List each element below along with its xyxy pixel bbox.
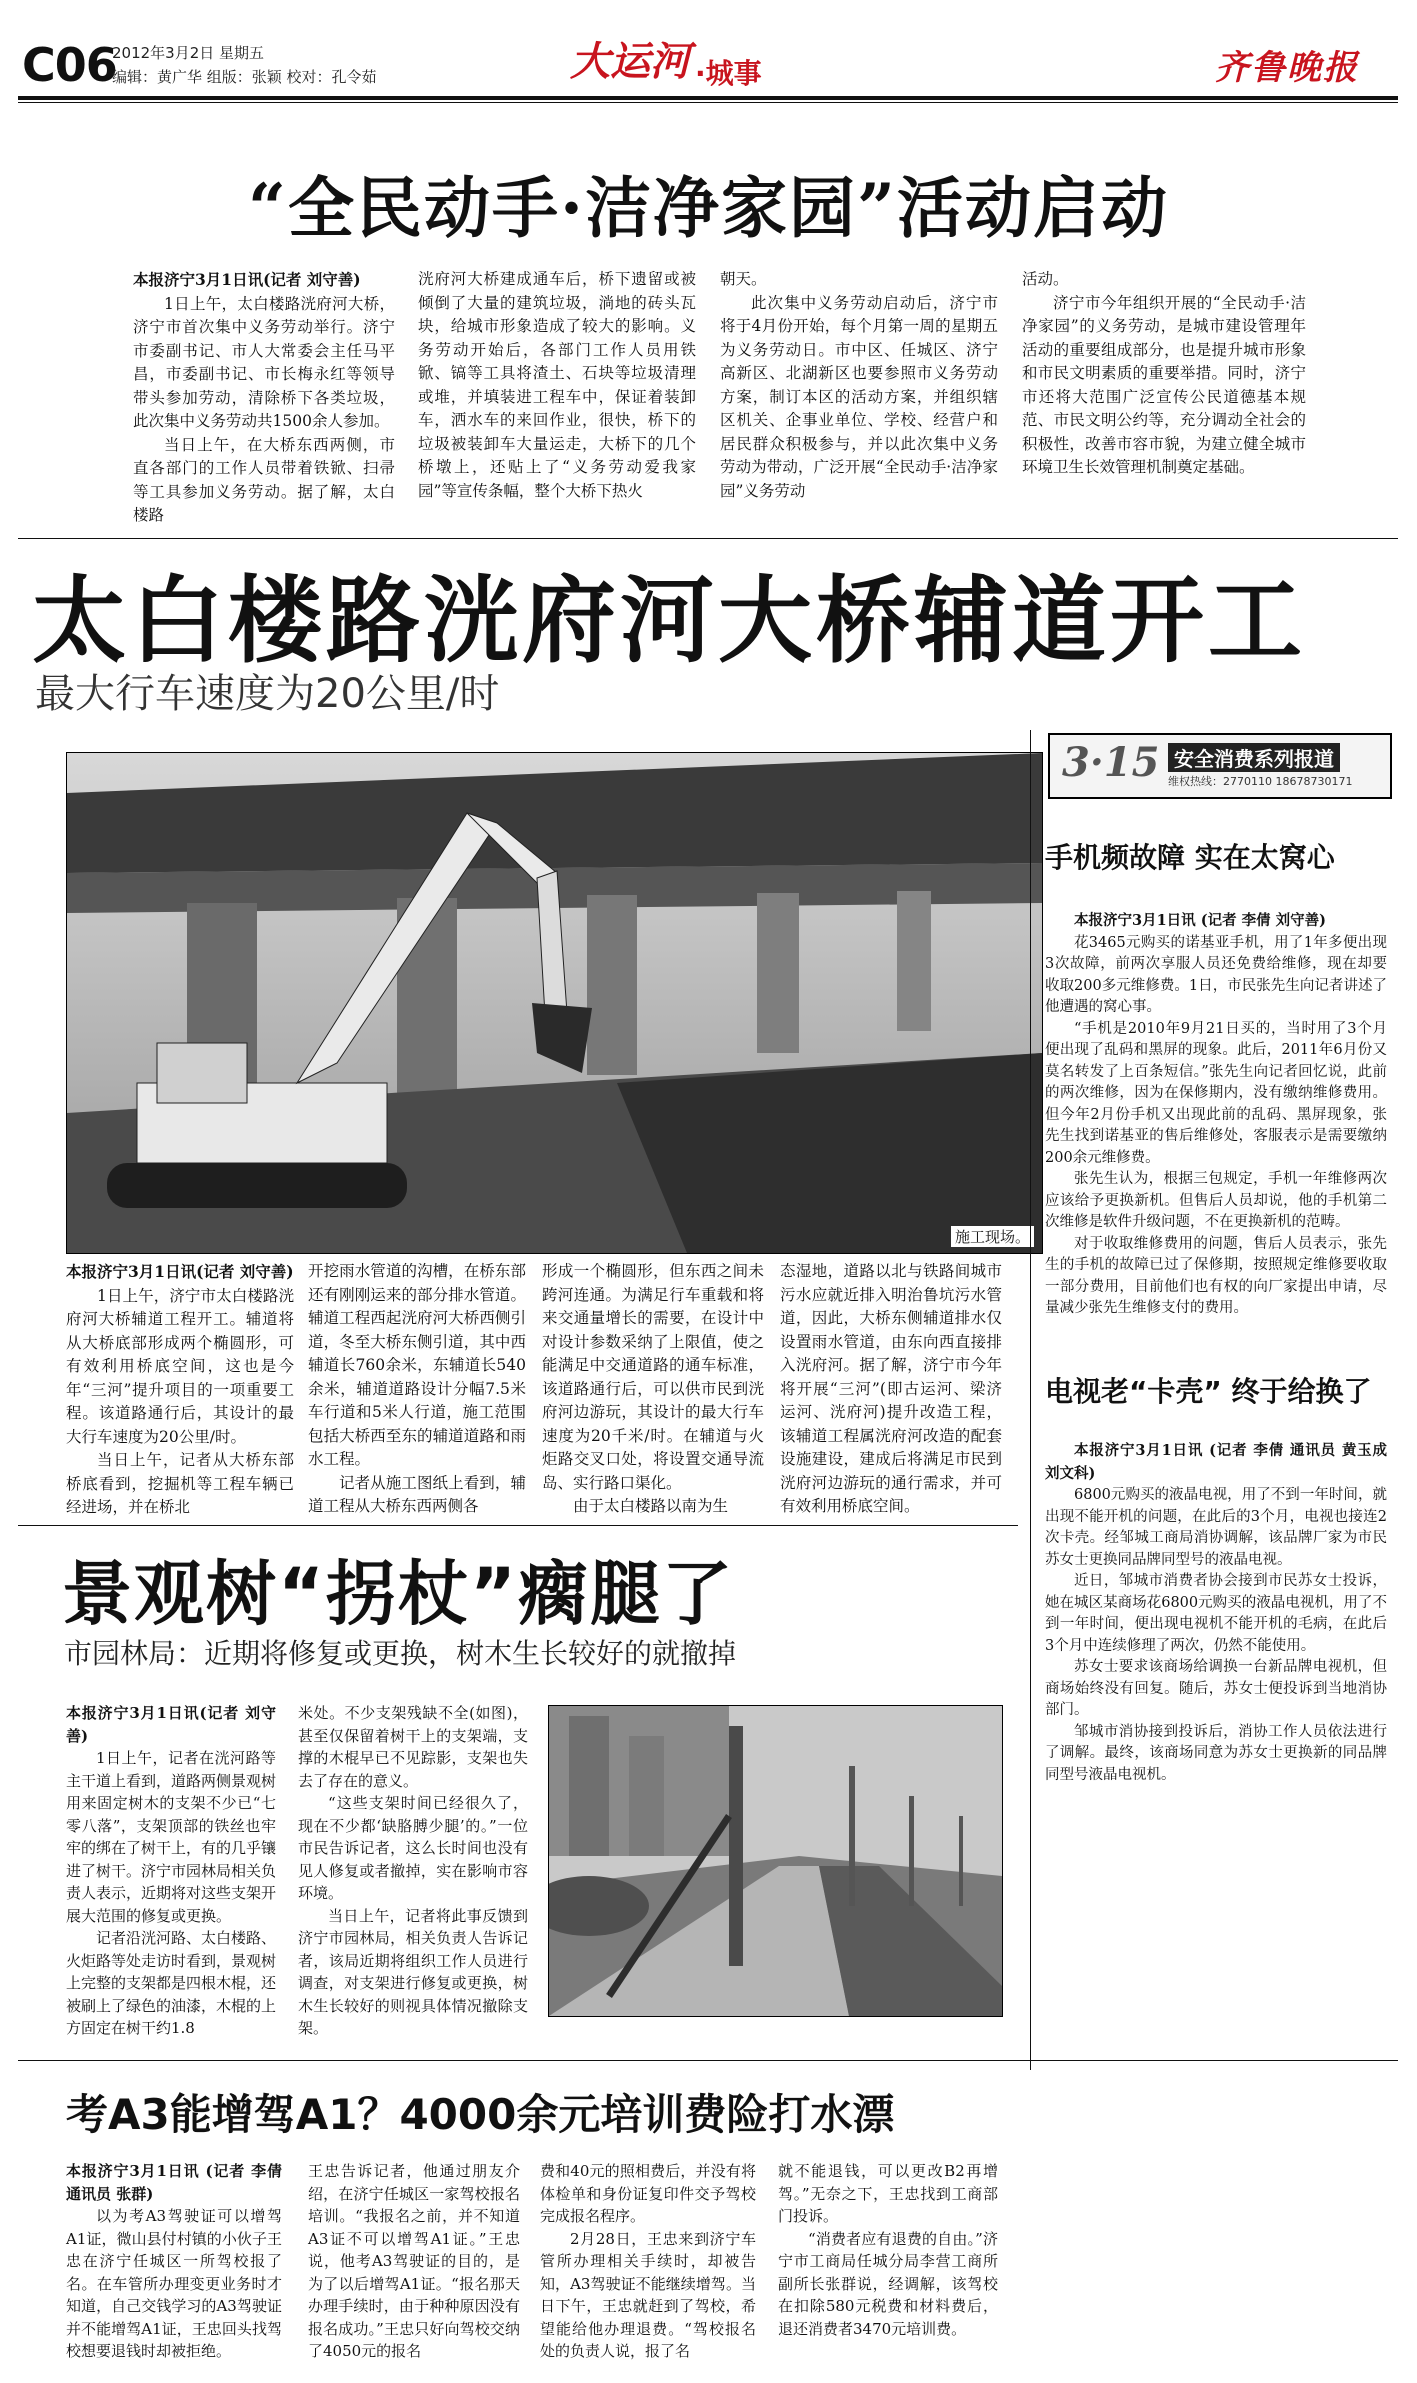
- article4-col3-p2: 2月28日，王忠来到济宁车管所办理相关手续时，却被告知，A3驾驶证不能继续增驾。当日下午，王忠就赶到了驾校，希望能给他办理退费。“驾校报名处的负责人说，报了名: [540, 2229, 756, 2360]
- excavator-bridge-image: [67, 753, 1042, 1253]
- article3-col2-p2: “这些支架时间已经很久了，现在不少都‘缺胳膊少腿’的。”一位市民告诉记者，这么长时间也没有见人修复或者撤掉，实在影响市容环境。: [298, 1794, 528, 1902]
- phone-article-p2: “手机是2010年9月21日买的，当时用了3个月便出现了乱码和黑屏的现象。此后，2011年6月份又莫名转发了上百条短信。”张先生向记者回忆说，此前的两次维修，因为在保修期内，没有缴纳维修费用。但今年2月份手机又出现此前的乱码、黑屏现象，张先生找到诺基亚的售后维修处，客服表示是需要缴纳200余元维修费。: [1045, 1020, 1387, 1166]
- header-rule: [18, 96, 1398, 100]
- article1-col2-p1: 洸府河大桥建成通车后，桥下遗留或被倾倒了大量的建筑垃圾，淌地的砖头瓦块，给城市形象造成了较大的影响。义务劳动开始后，各部门工作人员用铁锨、镐等工具将渣土、石块等垃圾清理或堆，并填装进工程车中，保证着装卸车，洒水车的来回作业，很快，桥下的垃圾被装卸车大量运走，大桥下的几个桥墩上，还贴上了“义务劳动爱我家园”等宣传条幅，整个大桥下热火: [418, 270, 696, 500]
- article3-byline: 本报济宁3月1日讯(记者 刘守善): [66, 1704, 276, 1745]
- sidebar-divider: [1030, 730, 1031, 2070]
- phone-article-body: [1045, 910, 1387, 1320]
- article1-divider: [18, 538, 1398, 539]
- article1-col4-p1: 活动。: [1022, 270, 1069, 288]
- article2-col3-p1: 形成一个椭圆形，但东西之间未跨河连通。为满足行车重载和将来交通量增长的需要，在设计中对设计参数采纳了上限值，使之能满足中交通道路的通车标准，该道路通行后，可以供市民到洸府河边游玩，其设计的最大行车速度为20千米/时。在辅道与火炬路交叉口处，将设置交通导流岛、实行路口渠化。: [542, 1262, 764, 1492]
- construction-photo: [66, 752, 1043, 1254]
- article1-col1: [133, 268, 395, 528]
- article2-col1: [66, 1260, 294, 1520]
- article2-byline: 本报济宁3月1日讯(记者 刘守善): [66, 1262, 294, 1281]
- phone-article-p3: 张先生认为，根据三包规定，手机一年维修两次应该给予更换新机。但售后人员却说，他的手机第二次维修是软件升级问题，不在更换新机的范畴。: [1045, 1171, 1387, 1230]
- tv-article-p4: 邹城市消协接到投诉后，消协工作人员依法进行了调解。最终，该商场同意为苏女士更换新的同品牌同型号液晶电视机。: [1045, 1723, 1387, 1783]
- issue-date: 2012年3月2日 星期五: [112, 44, 265, 62]
- article3-col1: [66, 1702, 276, 2040]
- article3-col2: [298, 1702, 528, 2040]
- article2-col4: [780, 1260, 1002, 1519]
- article3-col2-p1: 米处。不少支架残缺不全(如图)，甚至仅保留着树干上的支架端，支撑的木棍早已不见踪影，支架也失去了存在的意义。: [298, 1704, 528, 1790]
- article1-col3: [720, 268, 998, 503]
- article2-col2-p2: 记者从施工图纸上看到，辅道工程从大桥东西两侧各: [308, 1473, 526, 1515]
- tv-article-byline: 本报济宁3月1日讯 (记者 李倩 通讯员 黄玉成 刘文科): [1045, 1442, 1387, 1482]
- article3-subheadline: 市园林局：近期将修复或更换，树木生长较好的就撤掉: [64, 1637, 737, 1670]
- article2-divider: [18, 1525, 1018, 1526]
- article1-col4: [1022, 268, 1306, 480]
- article4-col2: [308, 2160, 520, 2363]
- article4-headline: 考A3能增驾A1？4000余元培训费险打水漂: [66, 2090, 895, 2139]
- article1-headline: “全民动手·洁净家园”活动启动: [248, 169, 1169, 247]
- article3-col1-p2: 记者沿洸河路、太白楼路、火炬路等处走访时看到，景观树上完整的支架都是四根木棍，还被刷上了绿色的油漆，木棍的上方固定在树干约1.8: [66, 1929, 277, 2037]
- article2-subheadline: 最大行车速度为20公里/时: [35, 671, 500, 717]
- article3-col2-p3: 当日上午，记者将此事反馈到济宁市园林局，相关负责人告诉记者，该局近期将组织工作人员进行调查，对支架进行修复或更换，树木生长较好的则视具体情况撤除支架。: [298, 1906, 528, 2037]
- staff-credits: 编辑：黄广华 组版：张颖 校对：孔令茹: [112, 68, 377, 86]
- article4-col4-p1: 就不能退钱，可以更改B2再增驾。”无奈之下，王忠找到工商部门投诉。: [778, 2162, 998, 2225]
- street-trees-photo: [548, 1705, 1003, 2017]
- tree-supports-image: [549, 1706, 1002, 2016]
- article3-divider: [18, 2060, 1398, 2061]
- article1-col1-p1: 1日上午，太白楼路洸府河大桥，济宁市首次集中义务劳动举行。济宁市委副书记、市人大常委会主任马平昌，市委副书记、市长梅永红等领导带头参加劳动，清除桥下各类垃圾，此次集中义务劳动共1500余人参加。: [133, 294, 395, 430]
- article2-col1-p1: 1日上午，济宁市太白楼路洸府河大桥辅道工程开工。辅道将从大桥底部形成两个椭圆形，可有效利用桥底空间，这也是今年“三河”提升项目的一项重要工程。该道路通行后，其设计的最大行车速度为20公里/时。: [66, 1286, 294, 1446]
- phone-article-p4: 对于收取维修费用的问题，售后人员表示，张先生的手机的故障已过了保修期，按照规定维修要收取一部分费用，目前他们也有权的向厂家提出申请，尽量减少张先生维修支付的费用。: [1045, 1235, 1387, 1316]
- article4-col4-p2: “消费者应有退费的自由。”济宁市工商局任城分局李营工商所副所长张群说，经调解，该驾校在扣除580元税费和材料费后，退还消费者3470元培训费。: [778, 2229, 998, 2338]
- phone-article-p1: 花3465元购买的诺基亚手机，用了1年多便出现3次故障，前两次享服人员还免费给维修，现在却要收取200多元维修费。1日，市民张先生向记者讲述了他遭遇的窝心事。: [1045, 934, 1387, 1015]
- series-title: 安全消费系列报道: [1168, 743, 1340, 772]
- article2-col4-p1: 态湿地，道路以北与铁路间城市污水应就近排入明治鲁坑污水管道，因此，大桥东侧辅道排水仅设置雨水管道，由东向西直接排入洸府河。据了解，济宁市今年将开展“三河”(即古运河、梁济运河、洸府河)提升改造工程，该辅道工程属洸府河改造的配套设施建设，建成后将满足市民到洸府河边游玩的通行需求，并可有效利用桥底空间。: [780, 1262, 1002, 1515]
- article1-byline: 本报济宁3月1日讯(记者 刘守善): [133, 270, 361, 289]
- article4-col3: [540, 2160, 756, 2363]
- tv-article-headline: 电视老“卡壳” 终于给换了: [1045, 1375, 1372, 1408]
- article2-col2: [308, 1260, 526, 1519]
- photo-caption: 施工现场。: [951, 1226, 1034, 1247]
- page-number: C06: [22, 38, 117, 92]
- consumer-315-logo: 3·15: [1062, 739, 1160, 786]
- article3-headline: 景观树“拐杖”瘸腿了: [62, 1553, 735, 1635]
- article2-col1-p2: 当日上午，记者从大桥东部桥底看到，挖掘机等工程车辆已经进场，并在桥北: [66, 1451, 294, 1516]
- tv-article-p3: 苏女士要求该商场给调换一台新品牌电视机，但商场始终没有回复。随后，苏女士便投诉到当地消协部门。: [1045, 1659, 1387, 1718]
- tv-article-p1: 6800元购买的液晶电视，用了不到一年时间，就出现不能开机的问题，在此后的3个月，电视也接连2次卡壳。经邹城工商局消协调解，该品牌厂家为市民苏女士更换同品牌同型号的液晶电视。: [1045, 1487, 1387, 1568]
- tv-article-body: [1045, 1440, 1387, 1786]
- article4-col4: [778, 2160, 998, 2340]
- article1-col4-p2: 济宁市今年组织开展的“全民动手·洁净家园”的义务劳动，是城市建设管理年活动的重要组成部分，也是提升城市形象和市民文明素质的重要举措。同时，济宁市还将大范围广泛宣传公民道德基本规范、市民文明公约等，充分调动全社会的积极性，改善市容市貌，为建立健全城市环境卫生长效管理机制奠定基础。: [1022, 293, 1306, 476]
- phone-article-byline: 本报济宁3月1日讯 (记者 李倩 刘守善): [1074, 912, 1327, 929]
- article4-col2-p1: 王忠告诉记者，他通过朋友介绍，在济宁任城区一家驾校报名培训。“我报名之前，并不知道A3证不可以增驾A1证。”王忠说，他考A3驾驶证的目的，是为了以后增驾A1证。“报名那天办理手续时，由于种种原因没有报名成功。”王忠只好向驾校交纳了4050元的报名: [308, 2162, 520, 2360]
- newspaper-logo: 齐鲁晚报: [1215, 48, 1359, 88]
- consumer-rights-banner: [1048, 733, 1392, 799]
- article2-headline: 太白楼路洸府河大桥辅道开工: [32, 567, 1307, 676]
- article1-col3-p2: 此次集中义务劳动启动后，济宁市将于4月份开始，每个月第一周的星期五为义务劳动日。市中区、任城区、济宁高新区、北湖新区也要参照市义务劳动方案，制订本区的活动方案，并组织辖区机关、企事业单位、学校、经营户和居民群众积极参与，并以此次集中义务劳动为带动，广泛开展“全民动手·洁净家园”义务劳动: [720, 293, 998, 500]
- tv-article-p2: 近日，邹城市消费者协会接到市民苏女士投诉，她在城区某商场花6800元购买的液晶电视机，用了不到一年时间，便出现电视机不能开机的毛病，在此后3个月中连续修理了两次，仍然不能使用。: [1045, 1573, 1387, 1654]
- section-subtitle: ·城事: [695, 57, 762, 90]
- article3-col1-p1: 1日上午，记者在洸河路等主干道上看到，道路两侧景观树用来固定树木的支架不少已“七零八落”，支架顶部的铁丝也牢牢的绑在了树干上，有的几乎镶进了树干。济宁市园林局相关负责人表示，近期将对这些支架开展大范围的修复或更换。: [66, 1749, 277, 1925]
- article4-byline: 本报济宁3月1日讯 (记者 李倩 通讯员 张群): [66, 2162, 282, 2203]
- article4-col1: [66, 2160, 282, 2363]
- phone-article-headline: 手机频故障 实在太窝心: [1045, 841, 1335, 874]
- article1-col1-p2: 当日上午，在大桥东西两侧，市直各部门的工作人员带着铁锨、扫帚等工具参加义务劳动。据了解，太白楼路: [133, 435, 395, 524]
- hotline-text: 维权热线：2770110 18678730171: [1168, 775, 1353, 788]
- article1-col3-p1: 朝天。: [720, 270, 767, 288]
- article2-col2-p1: 开挖雨水管道的沟槽，在桥东部还有刚刚运来的部分排水管道。辅道工程西起洸府河大桥西侧引道，冬至大桥东侧引道，其中西辅道长760余米，东辅道长540余米，辅道道路设计分幅7.5米车行道和5米人行道，施工范围包括大桥西至东的辅道道路和雨水工程。: [308, 1262, 526, 1468]
- header-rule-thin: [18, 102, 1398, 103]
- article4-col1-p1: 以为考A3驾驶证可以增驾A1证，微山县付村镇的小伙子王忠在济宁任城区一所驾校报了名。在车管所办理变更业务时才知道，自己交钱学习的A3驾驶证并不能增驾A1证，王忠回头找驾校想要退钱时却被拒绝。: [66, 2207, 282, 2360]
- article2-col3-p2: 由于太白楼路以南为生: [573, 1497, 729, 1515]
- section-brand: 大运河: [570, 38, 690, 85]
- article1-col2: [418, 268, 696, 503]
- article4-col3-p1: 费和40元的照相费后，并没有将体检单和身份证复印件交予驾校完成报名程序。: [540, 2162, 756, 2225]
- article2-col3: [542, 1260, 764, 1519]
